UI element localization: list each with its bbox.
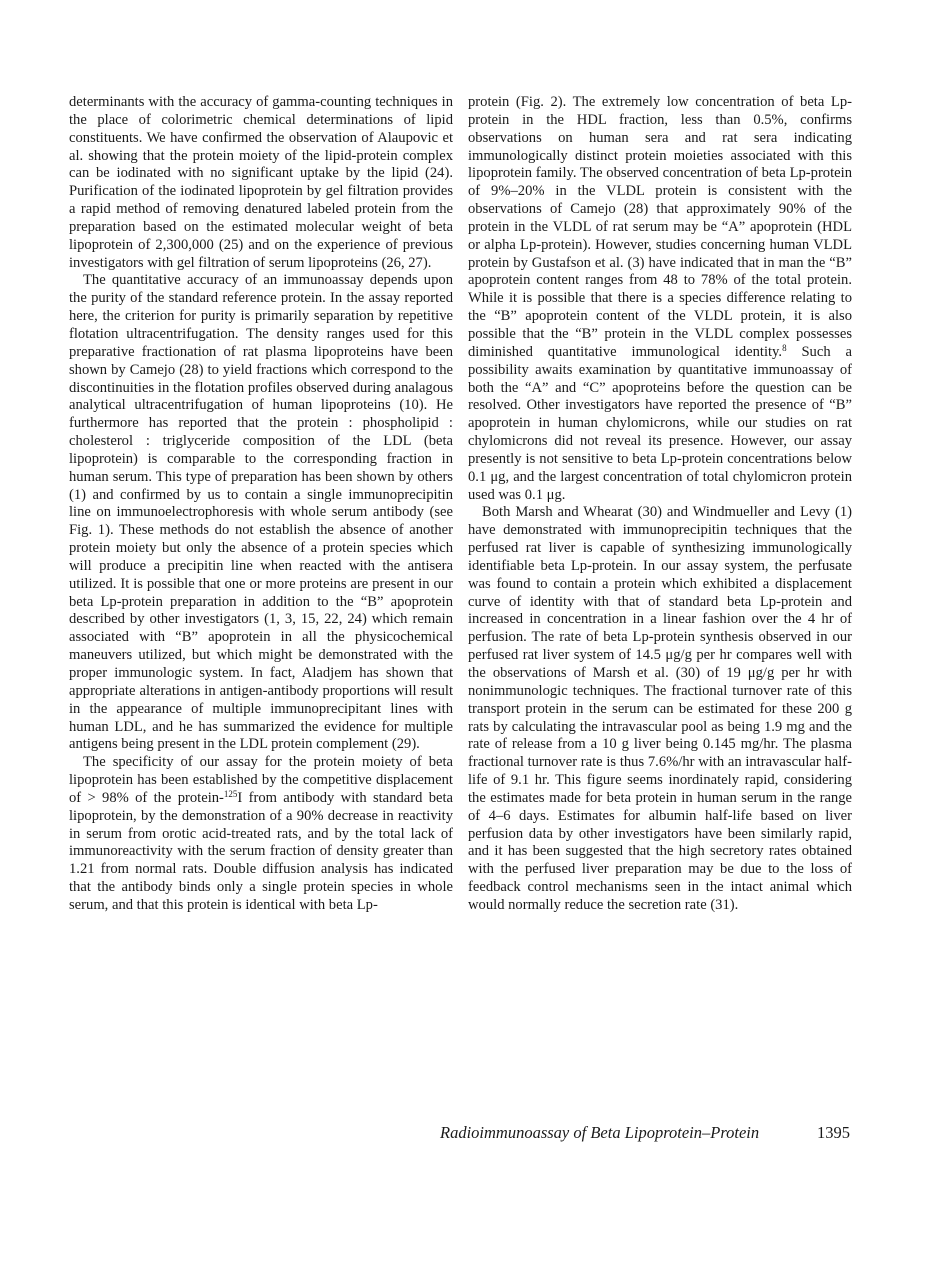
paragraph: Both Marsh and Whearat (30) and Windmueller and Levy (1) have demonstrated with immunoprecipitin techniques that the perfused rat liver is capable of synthesizing immunologically identifiable beta Lp-protein. In our assay system, the perfusate was found to contain a protein which exhibited a displacement curve of identity with that of standard beta Lp-protein and increased in concentration in a linear fashion over the 4 hr of perfusion. The rate of beta Lp-protein synthesis observed in our perfused rat liver system of 14.5 μg/g per hr compares well with the observations of Marsh et al. (30) of 19 μg/g per hr with nonimmunologic techniques. The fractional turnover rate of this transport protein in the serum can be estimated for these 200 g rats by calculating the intravascular pool as being 1.9 mg and the rate of release from a 10 g liver being 0.145 mg/hr. The plasma fractional turnover rate is thus 7.6%/hr with an intravascular half-life of 9.1 hr. This figure seems inordinately rapid, considering the estimates made for beta protein in human serum in the range of 4–6 days. Estimates for albumin half-life based on liver perfusion data by other investigators have been similarly rapid, and it has been suggested that the high secretory rates obtained with the perfused liver preparation may be due to the loss of feedback control mechanisms seen in the intact animal which would normally reduce the secretion rate (31). <box>468 504 852 913</box>
paragraph <box>468 94 852 504</box>
paragraph: The quantitative accuracy of an immunoassay depends upon the purity of the standard reference protein. In the assay reported here, the criterion for purity is primarily separation by repetitive flotation ultracentrifugation. The density ranges used for this preparative fractionation of rat plasma lipoproteins have been shown by Camejo (28) to yield fractions which correspond to the discontinuities in the flotation profiles observed during analagous analytical ultracentrifugation of human lipoproteins (10). He furthermore has reported that the protein : phospholipid : cholesterol : triglyceride composition of the LDL (beta lipoprotein) is comparable to the corresponding fraction in human serum. This type of preparation has been shown by others (1) and confirmed by us to contain a single immunoprecipitin line on immunoelectrophoresis with whole serum antibody (see Fig. 1). These methods do not establish the absence of another protein moiety but only the absence of a protein species which will produce a precipitin line when reacted with the antisera utilized. It is possible that one or more proteins are present in our beta Lp-protein preparation in addition to the “B” apoprotein described by other investigators (1, 3, 15, 22, 24) which remain associated with “B” apoprotein in all the physicochemical maneuvers utilized, but which might be demonstrated with the proper immunologic system. In fact, Aladjem has shown that appropriate alterations in antigen-antibody proportions will result in the appearance of multiple immunoprecipitant lines with human LDL, and he has summarized the evidence for multiple antigens being present in the LDL protein complement (29). <box>69 272 453 753</box>
page-footer <box>440 1123 850 1143</box>
isotope-superscript: 125 <box>223 788 238 799</box>
text-run: Such a possibility awaits examination by quantitative immunoassay of both the “A” and “C” apoproteins before the question can be resolved. Other investigators have reported the presence of “B” apoprotein in human chylomicrons, while our studies on rat chylomicrons did not reveal its presence. However, our assay presently is not sensitive to beta Lp-protein concentrations below 0.1 μg, and the largest concentration of total chylomicron protein used was 0.1 μg. <box>468 343 852 503</box>
paragraph: determinants with the accuracy of gamma-counting techniques in the place of colorimetric chemical determinations of lipid constituents. We have confirmed the observation of Alaupovic et al. showing that the protein moiety of the lipid-protein complex can be iodinated with no significant uptake by the lipid (24). Purification of the iodinated lipoprotein by gel filtration provides a rapid method of removing denatured labeled protein from the preparation based on the estimated molecular weight of beta lipoprotein of 2,300,000 (25) and on the experience of previous investigators with gel filtration of serum lipoproteins (26, 27). <box>69 94 453 271</box>
text-run: The specificity of our assay for the protein moiety of beta lipoprotein has been established by the competitive displacement of > 98% of the protein- <box>69 754 453 806</box>
left-column <box>69 94 453 915</box>
paragraph <box>69 754 453 915</box>
text-run: I from antibody with standard beta lipoprotein, by the demonstration of a 90% decrease in reactivity in serum from orotic acid-treated rats, and by the total lack of immunoreactivity with the serum fraction of density greater than 1.21 from normal rats. Double diffusion analysis has indicated that the antibody binds only a single protein species in whole serum, and that this protein is identical with beta Lp- <box>69 789 454 913</box>
right-column <box>468 94 852 915</box>
running-title: Radioimmunoassay of Beta Lipoprotein–Protein <box>440 1123 760 1142</box>
page-number: 1395 <box>817 1123 850 1142</box>
footnote-marker: 8 <box>782 342 787 353</box>
text-run: protein (Fig. 2). The extremely low concentration of beta Lp-protein in the HDL fraction, less than 0.5%, confirms observations on human sera and rat sera indicating immunologically distinct protein moieties associated with this lipoprotein family. The observed concentration of beta Lp-protein of 9%–20% in the VLDL protein is consistent with the observations of Camejo (28) that approximately 90% of the protein in the VLDL of rat serum may be “A” apoprotein (HDL or alpha Lp-protein). However, studies concerning human VLDL protein by Gustafson et al. (3) have indicated that in man the “B” apoprotein content ranges from 48 to 78% of the total protein. While it is possible that there is a species difference relating to the “B” apoprotein content of the VLDL protein, it is also possible that the “B” protein in the VLDL complex possesses diminished quantitative immunological identity. <box>468 94 852 360</box>
